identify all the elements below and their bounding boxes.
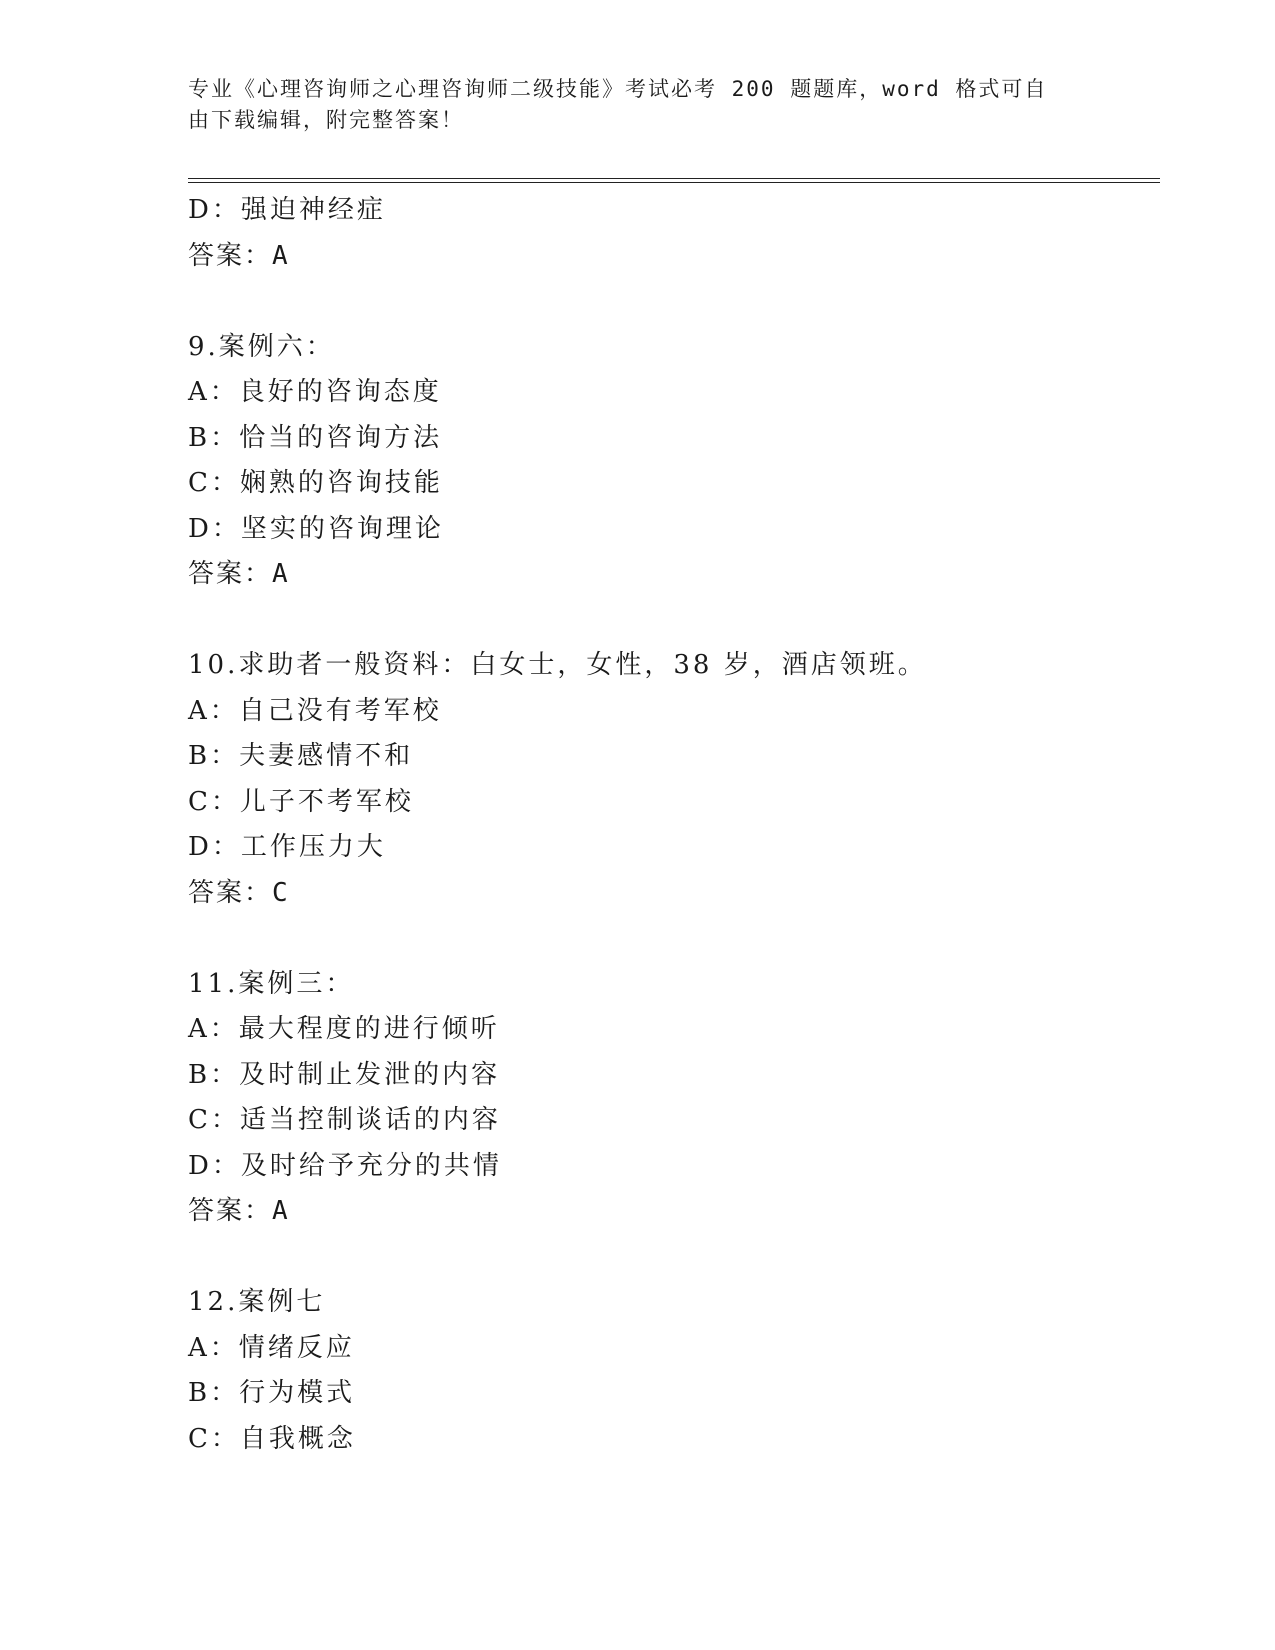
answer-label: 答案： [188,1196,273,1226]
answer-label: 答案： [188,877,273,908]
question-item [188,325,1148,598]
question-item [188,643,1148,916]
spacer [188,1235,1148,1281]
answer-line [188,552,1148,598]
question-stem: 11.案例三： [188,968,355,999]
option-d: D：工作压力大 [188,832,386,862]
header-line-1: 专业《心理咨询师之心理咨询师二级技能》考试必考 200 题题库，word 格式可自 [188,77,1048,101]
option-b: B：夫妻感情不和 [188,741,414,771]
answer-line [188,871,1148,917]
answer-value: A [272,559,290,589]
header-divider [188,178,1160,183]
spacer [188,598,1148,644]
option-d: D：坚实的咨询理论 [188,513,444,544]
answer-line [188,234,1148,280]
option-a: A：自己没有考军校 [188,695,442,726]
question-item [188,1280,1148,1462]
option-b: B：及时制止发泄的内容 [188,1059,501,1090]
option-a: A：最大程度的进行倾听 [188,1014,500,1044]
question-stem: 12.案例七 [188,1287,326,1317]
option-a: A：情绪反应 [188,1332,355,1363]
option-b: B：行为模式 [188,1378,356,1408]
option-c: C：娴熟的咨询技能 [188,468,443,498]
option-d: D：强迫神经症 [188,195,386,225]
answer-value: A [272,1196,290,1226]
spacer [188,279,1148,325]
option-b: B：恰当的咨询方法 [188,422,443,453]
option-a: A：良好的咨询态度 [188,377,442,407]
option-c: C：自我概念 [188,1423,356,1454]
question-list [188,188,1148,1462]
option-c: C：适当控制谈话的内容 [188,1105,501,1135]
question-item [188,962,1148,1235]
option-d: D：及时给予充分的共情 [188,1150,502,1181]
answer-value: C [272,877,290,908]
document-header [188,74,1078,136]
answer-label: 答案： [188,559,273,589]
option-c: C：儿子不考军校 [188,786,414,817]
answer-line [188,1189,1148,1235]
question-stem: 9.案例六： [188,331,335,362]
spacer [188,916,1148,962]
question-stem: 10.求助者一般资料：白女士，女性，38 岁，酒店领班。 [188,650,927,680]
answer-label: 答案： [188,240,273,271]
header-line-2: 由下载编辑，附完整答案！ [188,108,464,132]
answer-value: A [272,240,290,271]
